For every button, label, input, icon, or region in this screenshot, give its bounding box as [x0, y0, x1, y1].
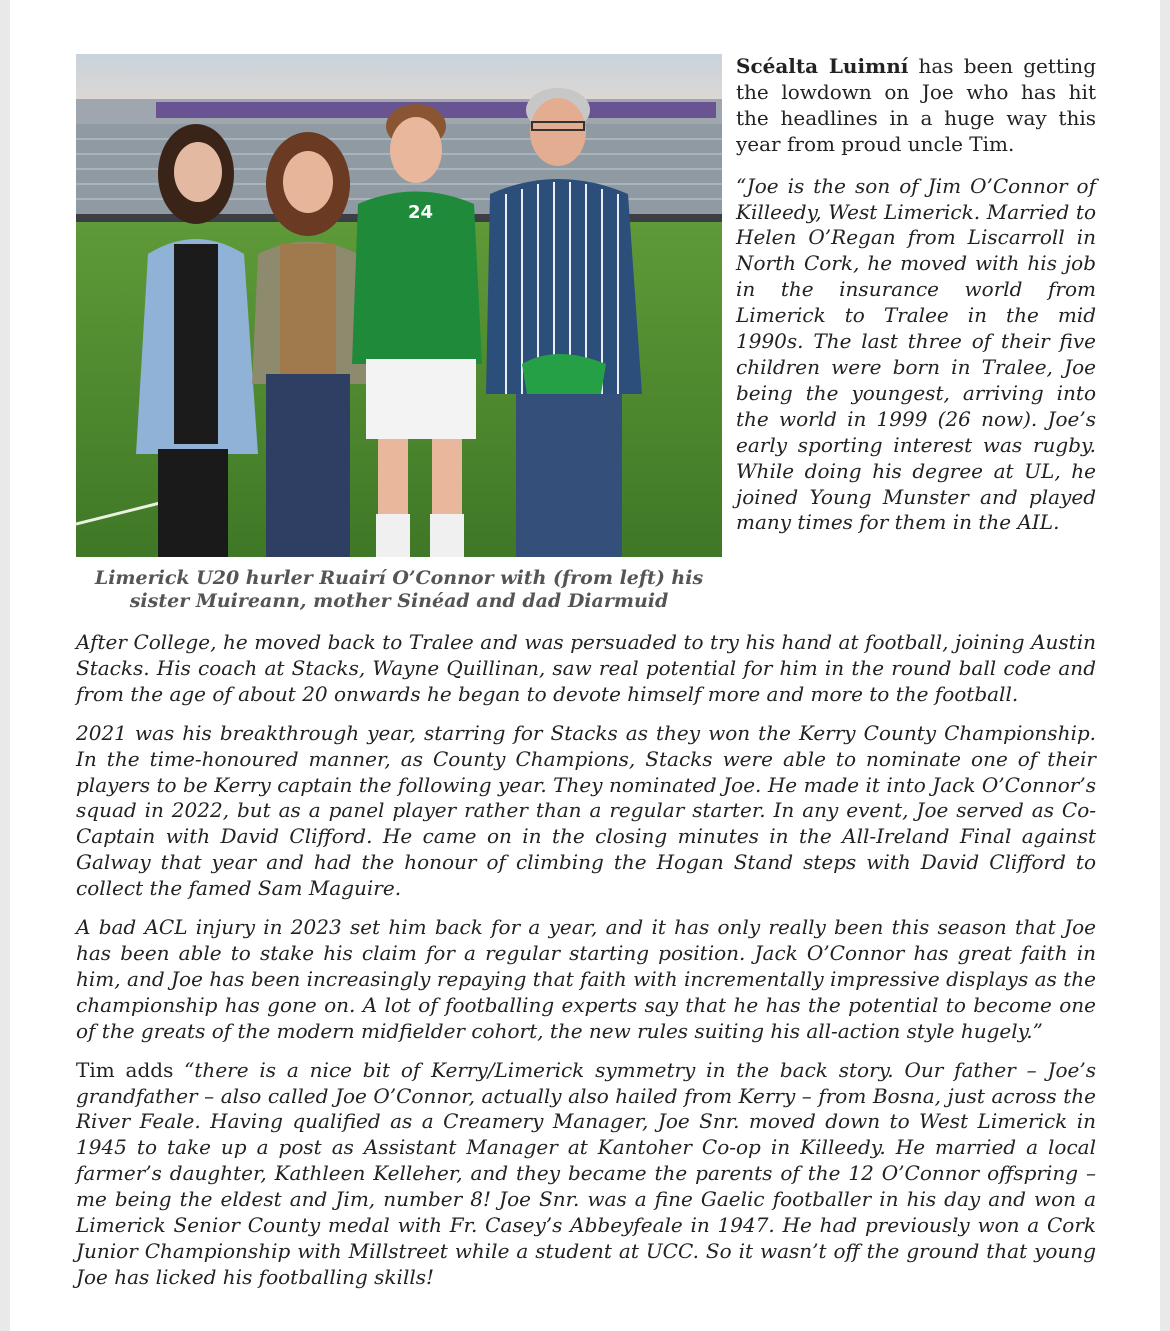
body-paragraph-4-lead: Tim adds: [76, 1057, 185, 1082]
body-paragraph-1: After College, he moved back to Tralee and was persuaded to try his hand at football, joining Austin Stacks. His coach at Stacks, Wayne Quillinan, saw real potential for him in the round ball code and from the age of about 20 onwards he began to devote himself more and more to the football.: [76, 630, 1096, 706]
family-photo-illustration: [76, 54, 722, 557]
body-paragraph-4-text: “there is a nice bit of Kerry/Limerick symmetry in the back story. Our father – Joe’s grandfather – also called Joe O’Connor, actually also hailed from Kerry – from Bosna, just across the River Feale. Having qualified as a Creamery Manager, Joe Snr. moved down to West Limerick in 1945 to take up a post as Assistant Manager at Kantoher Co-op in Killeedy. He married a local farmer’s daughter, Kathleen Kelleher, and they became the parents of the 12 O’Connor offspring – me being the eldest and Jim, number 8! Joe Snr. was a fine Gaelic footballer in his day and won a Limerick Senior County medal with Fr. Casey’s Abbeyfeale in 1947. He had previously won a Cork Junior Championship with Millstreet while a student at UCC. So it wasn’t off the ground that young Joe has licked his footballing skills!: [76, 1057, 1096, 1289]
jersey-number: 24: [408, 202, 434, 223]
photo-figure: [76, 54, 722, 613]
intro-paragraph: [736, 54, 1096, 158]
intro-text: has been getting the lowdown on Joe who has hit the headlines in a huge way this year from proud uncle Tim.: [736, 54, 1096, 156]
body-paragraph-3: A bad ACL injury in 2023 set him back for a year, and it has only really been this season that Joe has been able to stake his claim for a regular starting position. Jack O’Connor has great faith in him, and Joe has been increasingly repaying that faith with incrementally impressive displays as the championship has gone on. A lot of footballing experts say that he has the potential to become one of the greats of the modern midfielder cohort, the new rules suiting his all-action style hugely.”: [76, 915, 1096, 1043]
photo-caption: Limerick U20 hurler Ruairí O’Connor with (from left) his sister Muireann, mother Sinéad and dad Diarmuid: [94, 567, 704, 612]
quote-paragraph-1: “Joe is the son of Jim O’Connor of Killeedy, West Limerick. Married to Helen O’Regan from Liscarroll in North Cork, he moved with his job in the insurance world from Limerick to Tralee in the mid 1990s. The last three of their five children were born in Tralee, Joe being the youngest, arriving into the world in 1999 (26 now). Joe’s early sporting interest was rugby. While doing his degree at UL, he joined Young Munster and played many times for them in the AIL.: [736, 173, 1096, 535]
side-column: [736, 54, 1096, 552]
body-column: [76, 630, 1096, 1304]
body-paragraph-4: [76, 1058, 1096, 1291]
article-page: [10, 0, 1160, 1331]
body-paragraph-2: 2021 was his breakthrough year, starring for Stacks as they won the Kerry County Championship. In the time-honoured manner, as County Champions, Stacks were able to nominate one of their players to be Kerry captain the following year. They nominated Joe. He made it into Jack O’Connor’s squad in 2022, but as a panel player rather than a regular starter. In any event, Joe served as Co-Captain with David Clifford. He came on in the closing minutes in the All-Ireland Final against Galway that year and had the honour of climbing the Hogan Stand steps with David Clifford to collect the famed Sam Maguire.: [76, 720, 1096, 901]
publication-name: Scéalta Luimní: [736, 54, 909, 78]
team-photo: [76, 54, 722, 557]
